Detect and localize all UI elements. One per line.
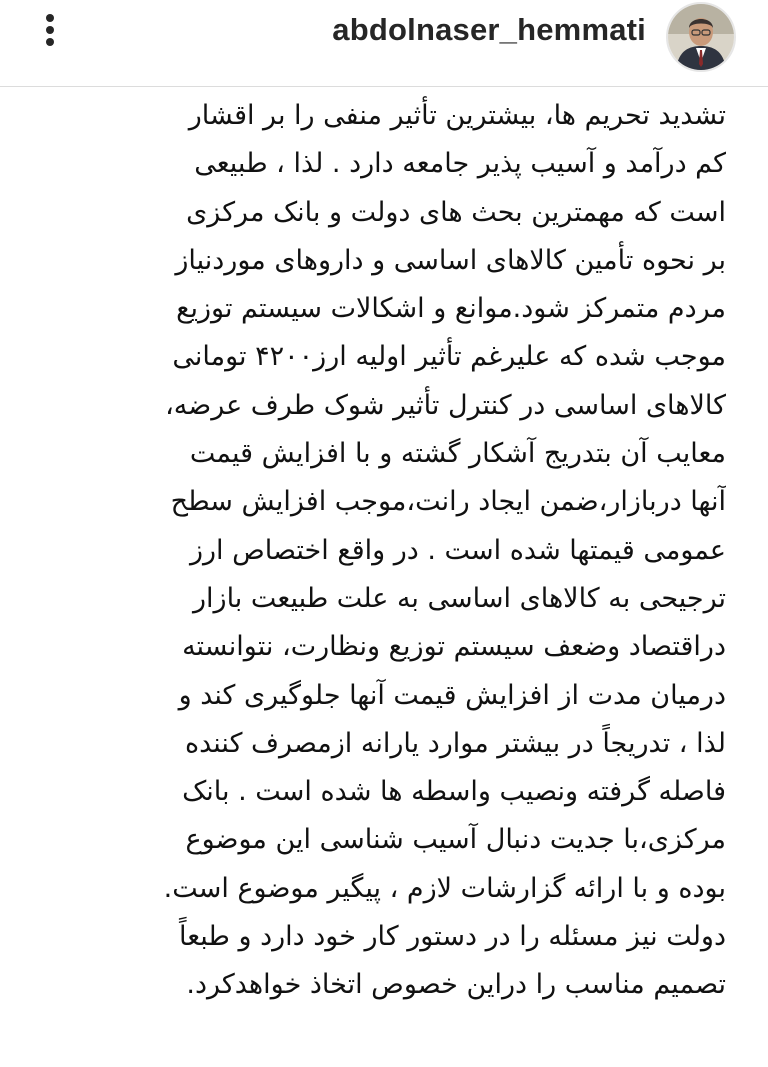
caption-line: معایب آن بتدریج آشکار گشته و با افزایش قیمت	[189, 438, 726, 470]
caption-line: کالاهای اساسی در کنترل تأثیر شوک طرف عرضه،	[165, 389, 726, 421]
avatar-photo-icon	[668, 4, 734, 70]
caption-line: دولت نیز مسئله را در دستور کار خود دارد و طبعاً	[179, 921, 726, 953]
caption-line: عمومی قیمتها شده است . در واقع اختصاص ارز	[189, 534, 726, 566]
caption-line: مرکزی،با جدیت دنبال آسیب شناسی این موضوع	[185, 824, 726, 856]
caption-line: مردم متمرکز شود.موانع و اشکالات سیستم توزیع	[176, 293, 726, 325]
caption-line: دراقتصاد وضعف سیستم توزیع ونظارت، نتوانسته	[182, 631, 726, 663]
dot	[46, 38, 54, 46]
caption-line: تشدید تحریم ها، بیشترین تأثیر منفی را بر اقشار	[188, 100, 726, 131]
caption-line: بوده و با ارائه گزارشات لازم ، پیگیر موضوع است.	[163, 872, 726, 904]
dot	[46, 14, 54, 22]
caption-line: آنها دربازار،ضمن ایجاد رانت،موجب افزایش سطح	[170, 486, 726, 518]
caption-line: درمیان مدت از افزایش قیمت آنها جلوگیری کند و	[178, 679, 726, 711]
more-options-icon[interactable]	[40, 14, 60, 54]
caption-line: کم درآمد و آسیب پذیر جامعه دارد . لذا ، طبیعی	[194, 148, 726, 180]
caption-line: تصمیم مناسب را دراین خصوص اتخاذ خواهدکرد.	[186, 969, 726, 1001]
caption-line: موجب شده که علیرغم تأثیر اولیه ارز۴۲۰۰ تومانی	[172, 341, 726, 373]
caption-line: لذا ، تدریجاً در بیشتر موارد یارانه ازمصرف کننده	[184, 727, 726, 759]
caption-line: فاصله گرفته ونصیب واسطه ها شده است . بانک	[182, 776, 726, 808]
username[interactable]: abdolnaser_hemmati	[332, 12, 646, 47]
caption-line: است که مهمترین بحث های دولت و بانک مرکزی	[186, 196, 726, 228]
avatar[interactable]	[666, 2, 736, 72]
caption-line: بر نحوه تأمین کالاهای اساسی و داروهای موردنیاز	[175, 244, 726, 276]
post-caption	[56, 92, 726, 1010]
post-header	[0, 0, 768, 87]
dot	[46, 26, 54, 34]
caption-line: ترجیحی به کالاهای اساسی به علت طبیعت بازار	[193, 582, 726, 614]
